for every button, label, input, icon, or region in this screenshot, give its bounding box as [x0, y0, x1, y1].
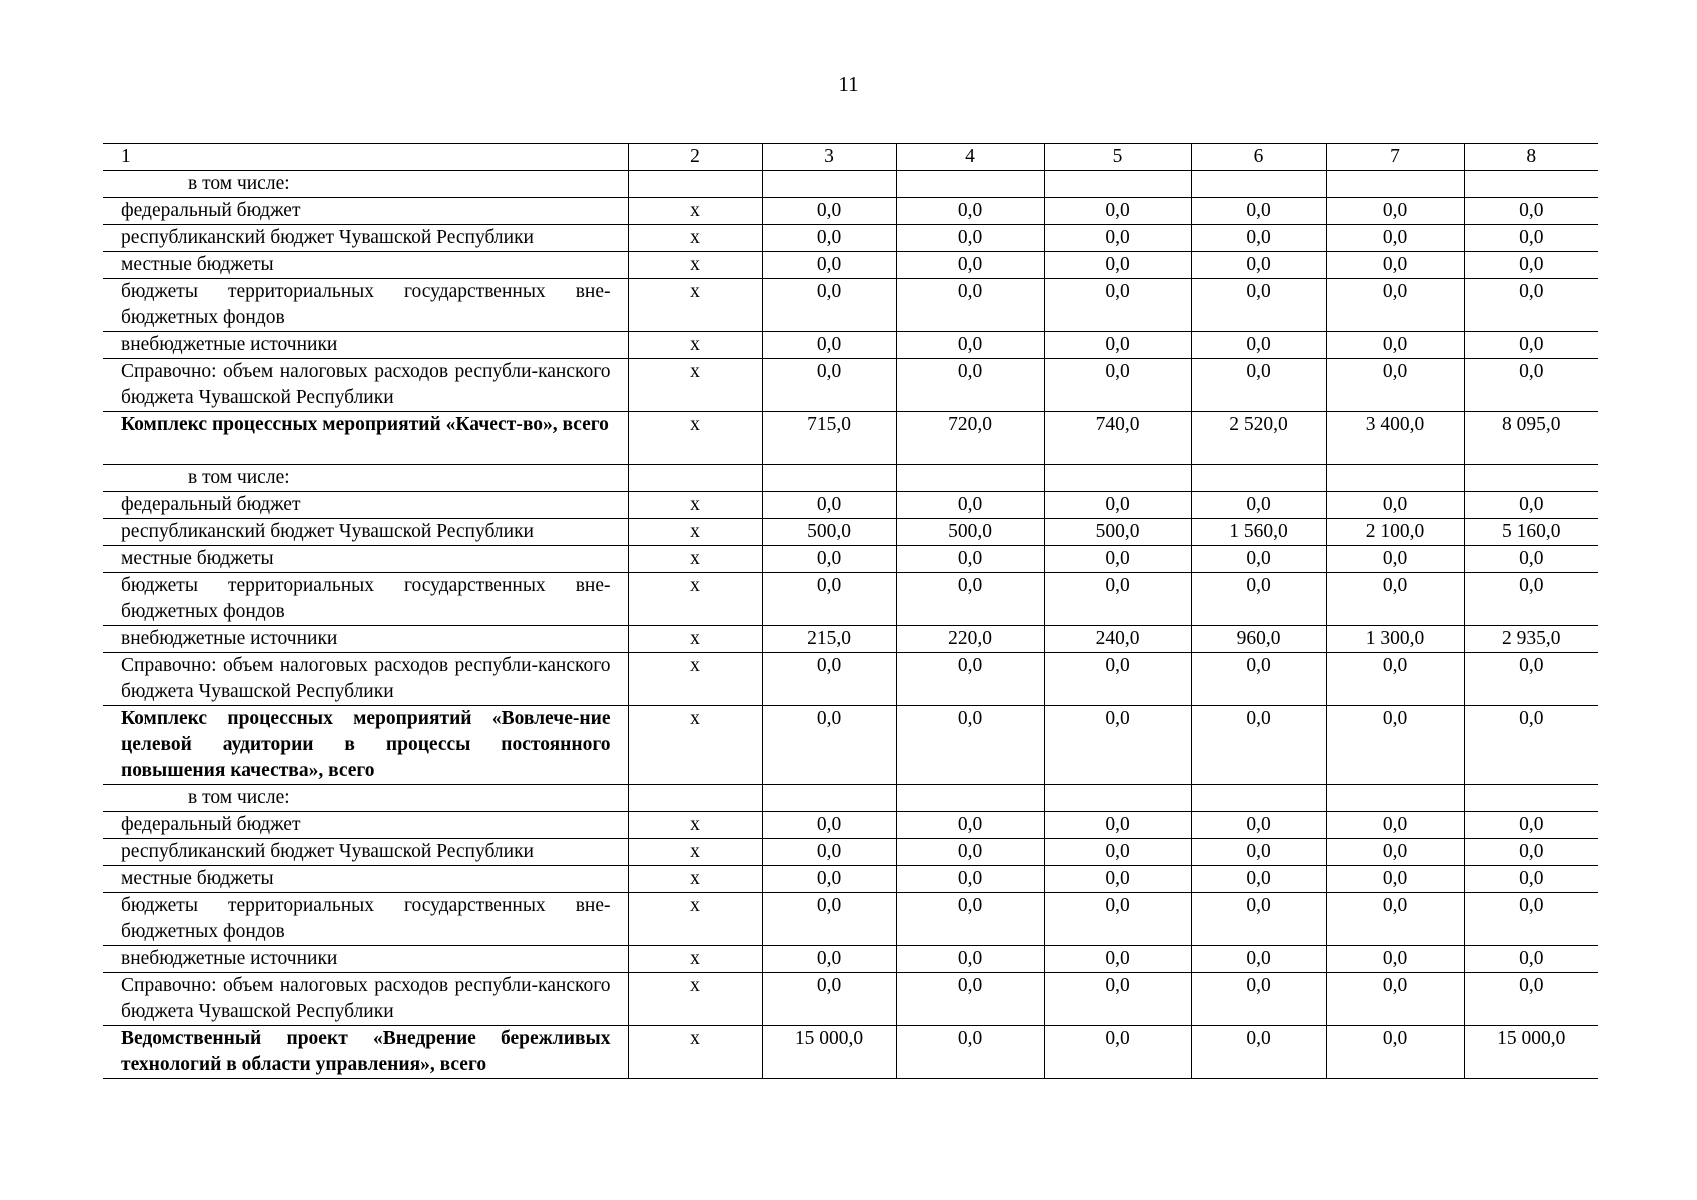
value-cell: 0,0: [1044, 225, 1191, 252]
value-cell: 0,0: [1044, 359, 1191, 412]
row-label: федеральный бюджет: [103, 812, 628, 839]
row-label: Справочно: объем налоговых расходов республи-канского бюджета Чувашской Республики: [103, 973, 628, 1026]
row-label: внебюджетные источники: [103, 332, 628, 359]
value-cell: [628, 465, 762, 492]
value-cell: 0,0: [1044, 279, 1191, 332]
value-cell: 0,0: [896, 279, 1044, 332]
value-cell: х: [628, 866, 762, 893]
value-cell: 0,0: [1326, 1026, 1464, 1079]
header-row: [103, 144, 1598, 171]
value-cell: 0,0: [1326, 225, 1464, 252]
value-cell: 500,0: [896, 519, 1044, 546]
value-cell: 0,0: [896, 492, 1044, 519]
value-cell: [896, 171, 1044, 198]
table-row: [103, 706, 1598, 785]
table-row: [103, 198, 1598, 225]
value-cell: х: [628, 252, 762, 279]
value-cell: х: [628, 492, 762, 519]
row-label: бюджеты территориальных государственных вне-бюджетных фондов: [103, 893, 628, 946]
header-cell: 1: [103, 144, 628, 171]
value-cell: 0,0: [896, 653, 1044, 706]
value-cell: 0,0: [762, 706, 896, 785]
value-cell: 0,0: [1326, 198, 1464, 225]
value-cell: 0,0: [1191, 225, 1326, 252]
value-cell: [1464, 171, 1598, 198]
value-cell: [1191, 785, 1326, 812]
value-cell: 0,0: [1044, 1026, 1191, 1079]
value-cell: 0,0: [1464, 279, 1598, 332]
table-row: [103, 465, 1598, 492]
value-cell: 500,0: [1044, 519, 1191, 546]
value-cell: 15 000,0: [762, 1026, 896, 1079]
value-cell: х: [628, 893, 762, 946]
table-body: [103, 144, 1598, 1079]
value-cell: [762, 785, 896, 812]
value-cell: 0,0: [762, 653, 896, 706]
value-cell: 0,0: [1464, 973, 1598, 1026]
table-row: [103, 866, 1598, 893]
value-cell: [1326, 465, 1464, 492]
value-cell: 0,0: [1191, 946, 1326, 973]
value-cell: 0,0: [1464, 812, 1598, 839]
value-cell: [1044, 171, 1191, 198]
value-cell: 215,0: [762, 626, 896, 653]
value-cell: х: [628, 412, 762, 465]
row-label: бюджеты территориальных государственных вне-бюджетных фондов: [103, 279, 628, 332]
table-row: [103, 332, 1598, 359]
value-cell: х: [628, 812, 762, 839]
value-cell: 0,0: [1191, 653, 1326, 706]
value-cell: 0,0: [1044, 706, 1191, 785]
value-cell: х: [628, 839, 762, 866]
table-row: [103, 626, 1598, 653]
row-label: республиканский бюджет Чувашской Республики: [103, 519, 628, 546]
value-cell: 0,0: [1326, 546, 1464, 573]
value-cell: 0,0: [762, 359, 896, 412]
value-cell: 0,0: [896, 866, 1044, 893]
value-cell: 0,0: [1044, 332, 1191, 359]
page-number: 11: [838, 72, 859, 96]
value-cell: 740,0: [1044, 412, 1191, 465]
table-row: [103, 1026, 1598, 1079]
value-cell: х: [628, 519, 762, 546]
table-row: [103, 973, 1598, 1026]
value-cell: 720,0: [896, 412, 1044, 465]
value-cell: 0,0: [896, 946, 1044, 973]
value-cell: [1464, 465, 1598, 492]
value-cell: 0,0: [1464, 198, 1598, 225]
value-cell: х: [628, 973, 762, 1026]
value-cell: 0,0: [762, 812, 896, 839]
header-cell: 2: [628, 144, 762, 171]
value-cell: 0,0: [1464, 946, 1598, 973]
value-cell: 0,0: [762, 946, 896, 973]
value-cell: 0,0: [896, 332, 1044, 359]
value-cell: 0,0: [1326, 492, 1464, 519]
value-cell: [762, 171, 896, 198]
value-cell: 0,0: [762, 973, 896, 1026]
value-cell: 0,0: [1464, 252, 1598, 279]
value-cell: 0,0: [1044, 546, 1191, 573]
value-cell: 960,0: [1191, 626, 1326, 653]
value-cell: 0,0: [762, 225, 896, 252]
header-cell: 5: [1044, 144, 1191, 171]
value-cell: 0,0: [762, 279, 896, 332]
row-label: внебюджетные источники: [103, 946, 628, 973]
value-cell: 0,0: [1191, 812, 1326, 839]
value-cell: 0,0: [1464, 546, 1598, 573]
value-cell: 0,0: [1044, 812, 1191, 839]
value-cell: 15 000,0: [1464, 1026, 1598, 1079]
value-cell: х: [628, 573, 762, 626]
value-cell: х: [628, 225, 762, 252]
value-cell: 0,0: [896, 546, 1044, 573]
value-cell: 0,0: [1191, 359, 1326, 412]
value-cell: х: [628, 946, 762, 973]
value-cell: х: [628, 332, 762, 359]
value-cell: х: [628, 546, 762, 573]
value-cell: 2 520,0: [1191, 412, 1326, 465]
table-row: [103, 785, 1598, 812]
value-cell: 0,0: [1044, 973, 1191, 1026]
value-cell: 0,0: [896, 198, 1044, 225]
value-cell: [896, 785, 1044, 812]
value-cell: 0,0: [762, 893, 896, 946]
value-cell: 0,0: [1326, 946, 1464, 973]
value-cell: 0,0: [1191, 839, 1326, 866]
table-row: [103, 252, 1598, 279]
value-cell: 0,0: [1191, 973, 1326, 1026]
subheading-cell: в том числе:: [103, 171, 628, 198]
value-cell: 1 300,0: [1326, 626, 1464, 653]
value-cell: 0,0: [896, 839, 1044, 866]
value-cell: 0,0: [1464, 653, 1598, 706]
value-cell: 0,0: [1044, 198, 1191, 225]
value-cell: 0,0: [1191, 279, 1326, 332]
row-label: местные бюджеты: [103, 252, 628, 279]
value-cell: 0,0: [896, 812, 1044, 839]
value-cell: х: [628, 653, 762, 706]
value-cell: 0,0: [1326, 893, 1464, 946]
value-cell: 500,0: [762, 519, 896, 546]
value-cell: 0,0: [1191, 706, 1326, 785]
table-row: [103, 946, 1598, 973]
value-cell: х: [628, 1026, 762, 1079]
header-cell: 8: [1464, 144, 1598, 171]
value-cell: 0,0: [1464, 893, 1598, 946]
table-row: [103, 893, 1598, 946]
table-row: [103, 412, 1598, 465]
value-cell: [628, 785, 762, 812]
value-cell: х: [628, 706, 762, 785]
value-cell: х: [628, 198, 762, 225]
header-cell: 6: [1191, 144, 1326, 171]
value-cell: 0,0: [1044, 866, 1191, 893]
value-cell: [1326, 785, 1464, 812]
value-cell: 0,0: [1326, 866, 1464, 893]
row-label: федеральный бюджет: [103, 492, 628, 519]
value-cell: 0,0: [1044, 492, 1191, 519]
value-cell: [1044, 785, 1191, 812]
value-cell: 1 560,0: [1191, 519, 1326, 546]
value-cell: 0,0: [1044, 893, 1191, 946]
value-cell: 0,0: [1464, 332, 1598, 359]
value-cell: 0,0: [762, 839, 896, 866]
value-cell: [628, 171, 762, 198]
table-row: [103, 839, 1598, 866]
value-cell: 0,0: [1326, 973, 1464, 1026]
row-label: республиканский бюджет Чувашской Республики: [103, 225, 628, 252]
header-cell: 7: [1326, 144, 1464, 171]
row-label: Комплекс процессных мероприятий «Качест-во», всего: [103, 412, 628, 465]
table-row: [103, 519, 1598, 546]
value-cell: 0,0: [1464, 359, 1598, 412]
row-label: республиканский бюджет Чувашской Республики: [103, 839, 628, 866]
row-label: федеральный бюджет: [103, 198, 628, 225]
value-cell: [762, 465, 896, 492]
subheading-cell: в том числе:: [103, 785, 628, 812]
value-cell: 0,0: [1464, 492, 1598, 519]
value-cell: 0,0: [1191, 1026, 1326, 1079]
value-cell: 0,0: [1464, 573, 1598, 626]
value-cell: 0,0: [1191, 198, 1326, 225]
value-cell: 0,0: [1326, 252, 1464, 279]
table-row: [103, 492, 1598, 519]
value-cell: 0,0: [1326, 706, 1464, 785]
value-cell: 0,0: [762, 866, 896, 893]
value-cell: 0,0: [1326, 653, 1464, 706]
value-cell: 5 160,0: [1464, 519, 1598, 546]
header-cell: 3: [762, 144, 896, 171]
value-cell: х: [628, 626, 762, 653]
table-row: [103, 653, 1598, 706]
value-cell: 0,0: [762, 492, 896, 519]
row-label: Комплекс процессных мероприятий «Вовлече-ние целевой аудитории в процессы постоянного повышения качества», всего: [103, 706, 628, 785]
row-label: Справочно: объем налоговых расходов республи-канского бюджета Чувашской Республики: [103, 653, 628, 706]
value-cell: [1044, 465, 1191, 492]
value-cell: 0,0: [1191, 573, 1326, 626]
value-cell: 2 935,0: [1464, 626, 1598, 653]
value-cell: 0,0: [896, 893, 1044, 946]
budget-table: [103, 143, 1598, 1079]
value-cell: [1326, 171, 1464, 198]
value-cell: 0,0: [762, 546, 896, 573]
value-cell: 0,0: [1191, 252, 1326, 279]
value-cell: 0,0: [896, 706, 1044, 785]
value-cell: 0,0: [1191, 866, 1326, 893]
row-label: местные бюджеты: [103, 866, 628, 893]
value-cell: 715,0: [762, 412, 896, 465]
row-label: бюджеты территориальных государственных вне-бюджетных фондов: [103, 573, 628, 626]
subheading-cell: в том числе:: [103, 465, 628, 492]
value-cell: 0,0: [896, 225, 1044, 252]
value-cell: х: [628, 279, 762, 332]
value-cell: 0,0: [1044, 839, 1191, 866]
value-cell: 0,0: [1326, 839, 1464, 866]
table-row: [103, 546, 1598, 573]
value-cell: 0,0: [1044, 653, 1191, 706]
value-cell: 0,0: [762, 198, 896, 225]
value-cell: 0,0: [1464, 706, 1598, 785]
value-cell: 3 400,0: [1326, 412, 1464, 465]
value-cell: 0,0: [896, 252, 1044, 279]
value-cell: 0,0: [1044, 946, 1191, 973]
value-cell: х: [628, 359, 762, 412]
value-cell: 0,0: [762, 332, 896, 359]
value-cell: 240,0: [1044, 626, 1191, 653]
row-label: Справочно: объем налоговых расходов республи-канского бюджета Чувашской Республики: [103, 359, 628, 412]
value-cell: 0,0: [1191, 332, 1326, 359]
value-cell: [1191, 465, 1326, 492]
value-cell: 0,0: [1464, 866, 1598, 893]
value-cell: 0,0: [762, 573, 896, 626]
value-cell: 0,0: [1191, 546, 1326, 573]
value-cell: 0,0: [896, 359, 1044, 412]
table-row: [103, 279, 1598, 332]
row-label: внебюджетные источники: [103, 626, 628, 653]
table-row: [103, 812, 1598, 839]
value-cell: 0,0: [1326, 359, 1464, 412]
value-cell: 220,0: [896, 626, 1044, 653]
value-cell: 0,0: [1464, 839, 1598, 866]
value-cell: 0,0: [896, 973, 1044, 1026]
value-cell: 0,0: [762, 252, 896, 279]
row-label: местные бюджеты: [103, 546, 628, 573]
value-cell: 0,0: [1044, 573, 1191, 626]
value-cell: 0,0: [1464, 225, 1598, 252]
value-cell: 8 095,0: [1464, 412, 1598, 465]
value-cell: 0,0: [1191, 492, 1326, 519]
table-row: [103, 171, 1598, 198]
value-cell: 0,0: [1326, 573, 1464, 626]
value-cell: 0,0: [1044, 252, 1191, 279]
row-label: Ведомственный проект «Внедрение бережливых технологий в области управления», всего: [103, 1026, 628, 1079]
value-cell: [1464, 785, 1598, 812]
value-cell: 0,0: [1191, 893, 1326, 946]
table-row: [103, 573, 1598, 626]
table-row: [103, 359, 1598, 412]
value-cell: 0,0: [1326, 812, 1464, 839]
value-cell: 2 100,0: [1326, 519, 1464, 546]
value-cell: 0,0: [896, 1026, 1044, 1079]
table-row: [103, 225, 1598, 252]
value-cell: [896, 465, 1044, 492]
value-cell: 0,0: [1326, 279, 1464, 332]
value-cell: 0,0: [1326, 332, 1464, 359]
value-cell: 0,0: [896, 573, 1044, 626]
value-cell: [1191, 171, 1326, 198]
header-cell: 4: [896, 144, 1044, 171]
